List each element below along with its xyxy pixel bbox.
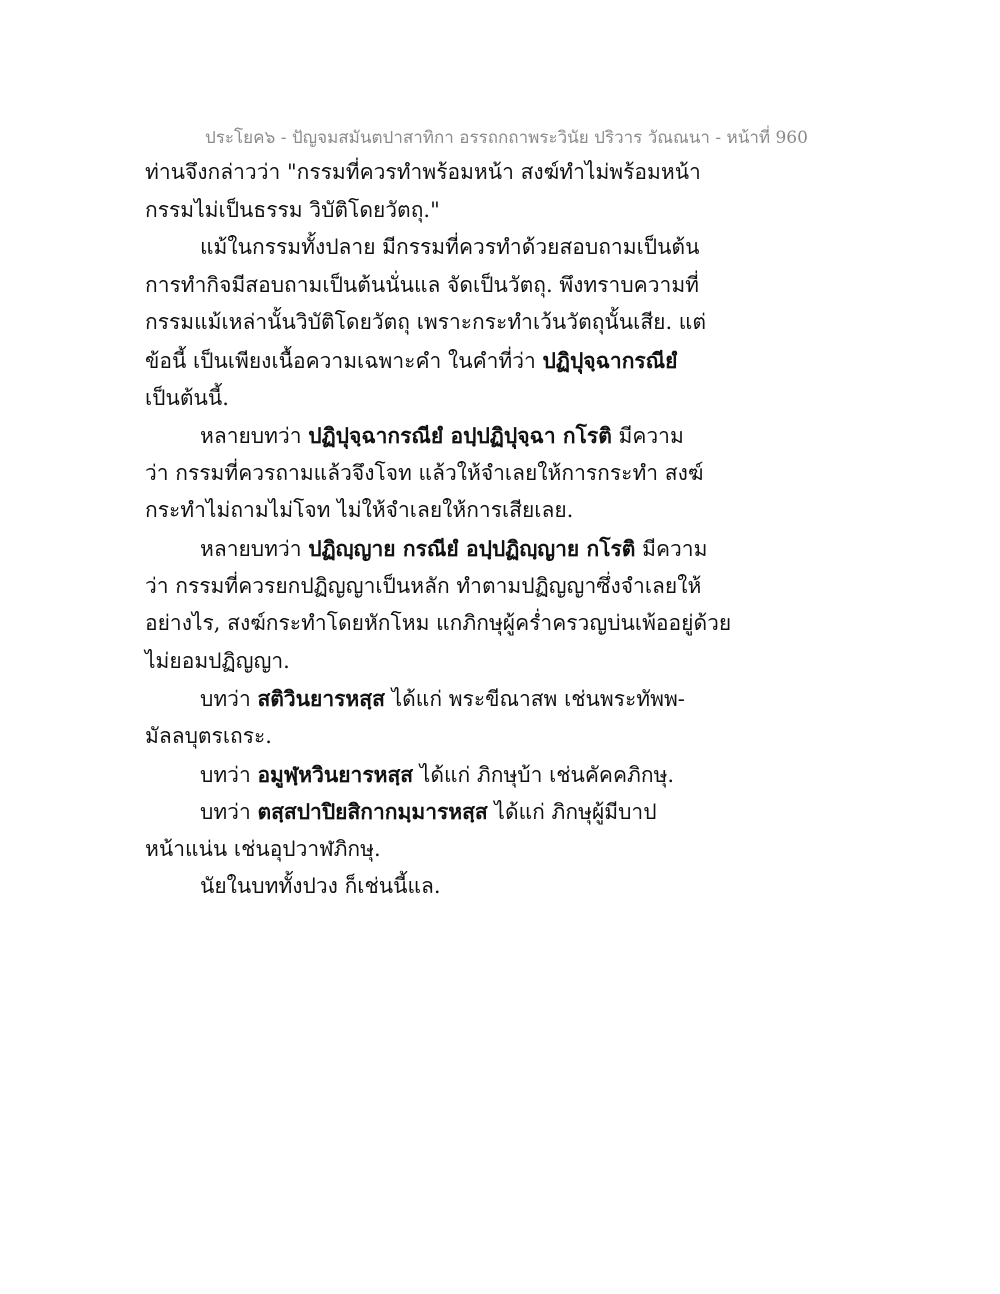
text-segment: เป็นต้นนี้. xyxy=(145,385,229,410)
text-segment: ว่า กรรมที่ควรถามแล้วจึงโจท แล้วให้จำเลยให้การกระทำ สงฆ์ xyxy=(145,460,704,485)
page-body xyxy=(145,154,732,906)
text-line xyxy=(145,756,675,794)
text-segment: ข้อนี้ เป็นเพียงเนื้อความเฉพาะคำ ในคำที่ว่า xyxy=(145,348,543,373)
bold-term: ตสฺสปาปิยสิกากมฺมารหสฺส xyxy=(257,799,488,825)
text-segment: ได้แก่ ภิกษุบ้า เช่นคัคคภิกษุ. xyxy=(413,762,675,787)
text-line xyxy=(145,154,701,192)
text-line xyxy=(145,568,702,606)
text-line xyxy=(145,342,678,380)
text-line xyxy=(145,380,675,418)
text-segment: กระทำไม่ถามไม่โจท ไม่ให้จำเลยให้การเสียเลย. xyxy=(145,498,574,523)
page-header: ประโยค๖ - ปัญจมสมันตปาสาทิกา อรรถกถาพระวินัย ปริวาร วัณณนา - หน้าที่ 960 xyxy=(205,128,808,148)
text-segment: ท่านจึงกล่าวว่า "กรรมที่ควรทำพร้อมหน้า สงฆ์ทำไม่พร้อมหน้า xyxy=(145,160,701,184)
text-line xyxy=(145,680,685,718)
text-segment: อย่างไร, สงฆ์กระทำโดยหักโหม แกภิกษุผู้คร่ำครวญบ่นเพ้ออยู่ด้วย xyxy=(145,611,732,636)
text-segment: กรรมไม่เป็นธรรม วิบัติโดยวัตถุ." xyxy=(145,197,440,222)
text-segment: แม้ในกรรมทั้งปลาย มีกรรมที่ควรทำด้วยสอบถามเป็นต้น xyxy=(200,235,700,260)
text-segment: นัยในบททั้งปวง ก็เช่นนี้แล. xyxy=(200,874,441,899)
text-segment: ได้แก่ พระขีณาสพ เช่นพระทัพพ- xyxy=(384,687,685,712)
text-segment: หลายบทว่า xyxy=(200,536,309,561)
bold-term: ปฏิปุจฺฉากรณียํ อปฺปฏิปุจฺฉา กโรติ xyxy=(308,423,612,449)
text-segment: หน้าแน่น เช่นอุปวาฬภิกษุ. xyxy=(145,836,381,861)
text-segment: การทำกิจมีสอบถามเป็นต้นนั่นแล จัดเป็นวัตถุ. พึงทราบความที่ xyxy=(145,272,699,297)
bold-term: ปฏิปุจฺฉากรณียํ xyxy=(542,347,678,373)
text-segment: กรรมแม้เหล่านั้นวิบัติโดยวัตถุ เพราะกระทำเว้นวัตถุนั้นเสีย. แต่ xyxy=(145,310,706,335)
text-line xyxy=(145,492,675,530)
text-line xyxy=(145,868,675,906)
text-segment: บทว่า xyxy=(200,687,258,712)
text-line xyxy=(145,229,700,267)
text-segment: มัลลบุตรเถระ. xyxy=(145,723,272,748)
text-line xyxy=(145,793,675,831)
text-line xyxy=(145,831,675,869)
text-line xyxy=(145,530,708,568)
text-segment: ไม่ยอมปฏิญญา. xyxy=(145,648,290,673)
bold-term: อมูฬฺหวินยารหสฺส xyxy=(257,761,414,787)
text-line xyxy=(145,718,675,756)
text-segment: ว่า กรรมที่ควรยกปฏิญญาเป็นหลัก ทำตามปฏิญญาซึ่งจำเลยให้ xyxy=(145,573,702,598)
text-segment: หลายบทว่า xyxy=(200,424,309,449)
text-segment: มีความ xyxy=(635,536,708,561)
text-segment: มีความ xyxy=(611,424,684,449)
text-line xyxy=(145,605,732,643)
bold-term: สติวินยารหสฺส xyxy=(257,686,385,712)
text-line xyxy=(145,267,699,305)
text-line xyxy=(145,304,706,342)
text-segment: บทว่า xyxy=(200,800,258,825)
text-line xyxy=(145,192,675,230)
text-segment: ได้แก่ ภิกษุผู้มีบาป xyxy=(487,800,657,825)
text-line xyxy=(145,417,684,455)
text-segment: บทว่า xyxy=(200,762,258,787)
text-line xyxy=(145,643,675,681)
text-line xyxy=(145,455,704,493)
bold-term: ปฏิญฺญาย กรณียํ อปฺปฏิญฺญาย กโรติ xyxy=(308,535,636,561)
